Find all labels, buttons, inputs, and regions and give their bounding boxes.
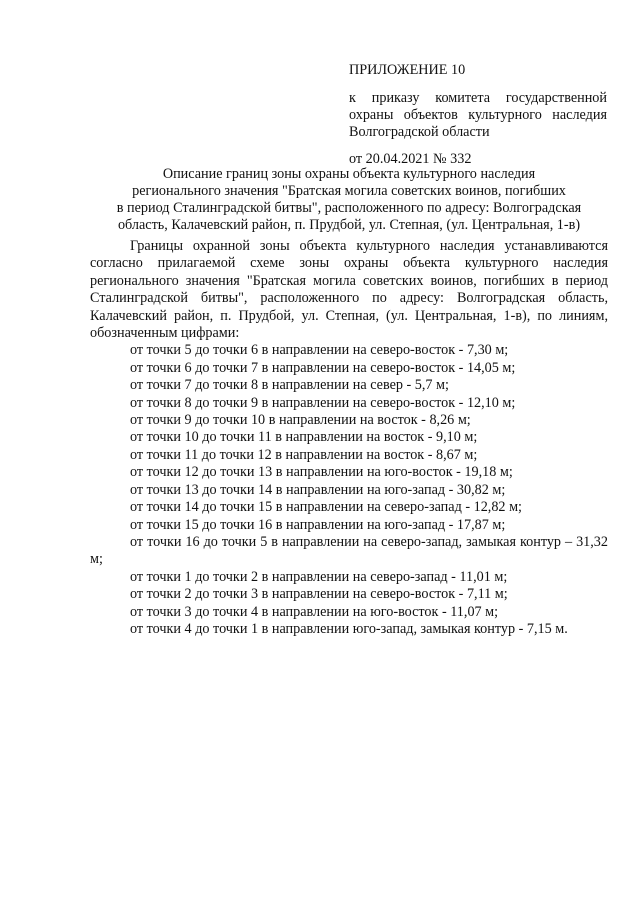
document-body [90, 238, 608, 638]
heading-line: регионального значения "Братская могила советских воинов, погибших [132, 183, 566, 199]
boundary-line-item: от точки 1 до точки 2 в направлении на северо-запад - 11,01 м; [130, 568, 508, 585]
heading-line: область, Калачевский район, п. Прудбой, ул. Степная, (ул. Центральная, 1-в) [117, 217, 581, 233]
boundary-line-item: от точки 14 до точки 15 в направлении на северо-запад - 12,82 м; [130, 499, 522, 516]
boundary-line-item: от точки 16 до точки 5 в направлении на северо-запад, замыкая контур – 31,32 м; [90, 533, 608, 568]
appendix-block [349, 62, 607, 168]
heading-line: Описание границ зоны охраны объекта культурного наследия [162, 166, 536, 182]
boundary-line-item: от точки 13 до точки 14 в направлении на юго-запад - 30,82 м; [130, 481, 506, 498]
boundary-line-item: от точки 6 до точки 7 в направлении на северо-восток - 14,05 м; [130, 359, 516, 376]
boundary-line-item: от точки 8 до точки 9 в направлении на северо-восток - 12,10 м; [130, 394, 516, 411]
boundary-line-item: от точки 5 до точки 6 в направлении на северо-восток - 7,30 м; [130, 342, 509, 359]
intro-paragraph: Границы охранной зоны объекта культурного наследия устанавливаются согласно прилагаемой схеме зоны охраны объекта культурного наследия регионального значения "Братская могила советских воинов, погибших в период Сталинградской битвы", расположенного по адресу: Волгоградская область, Калачевский район, п. Прудбой, ул. Степная, (ул. Центральная, 1-в), по линиям, обозначенным цифрами: [90, 238, 608, 342]
heading-line: в период Сталинградской битвы", расположенного по адресу: Волгоградская [116, 200, 582, 216]
appendix-order-reference: к приказу комитета государственной охраны объектов культурного наследия Волгоградской области [349, 90, 607, 140]
appendix-order-date: от 20.04.2021 № 332 [349, 151, 472, 167]
boundary-line-item: от точки 9 до точки 10 в направлении на восток - 8,26 м; [130, 412, 471, 429]
boundary-line-item: от точки 10 до точки 11 в направлении на восток - 9,10 м; [130, 429, 478, 446]
boundary-line-item: от точки 4 до точки 1 в направлении юго-запад, замыкая контур - 7,15 м. [130, 620, 568, 637]
appendix-title: ПРИЛОЖЕНИЕ 10 [349, 62, 466, 78]
document-heading [90, 166, 608, 234]
boundary-line-item: от точки 11 до точки 12 в направлении на восток - 8,67 м; [130, 446, 478, 463]
boundary-line-item: от точки 3 до точки 4 в направлении на юго-восток - 11,07 м; [130, 603, 499, 620]
boundary-line-item: от точки 12 до точки 13 в направлении на юго-восток - 19,18 м; [130, 464, 513, 481]
boundary-line-item: от точки 2 до точки 3 в направлении на северо-восток - 7,11 м; [130, 586, 508, 603]
boundary-line-item: от точки 15 до точки 16 в направлении на юго-запад - 17,87 м; [130, 516, 506, 533]
boundary-line-item: от точки 7 до точки 8 в направлении на север - 5,7 м; [130, 377, 449, 394]
boundary-lines-list [90, 342, 608, 638]
